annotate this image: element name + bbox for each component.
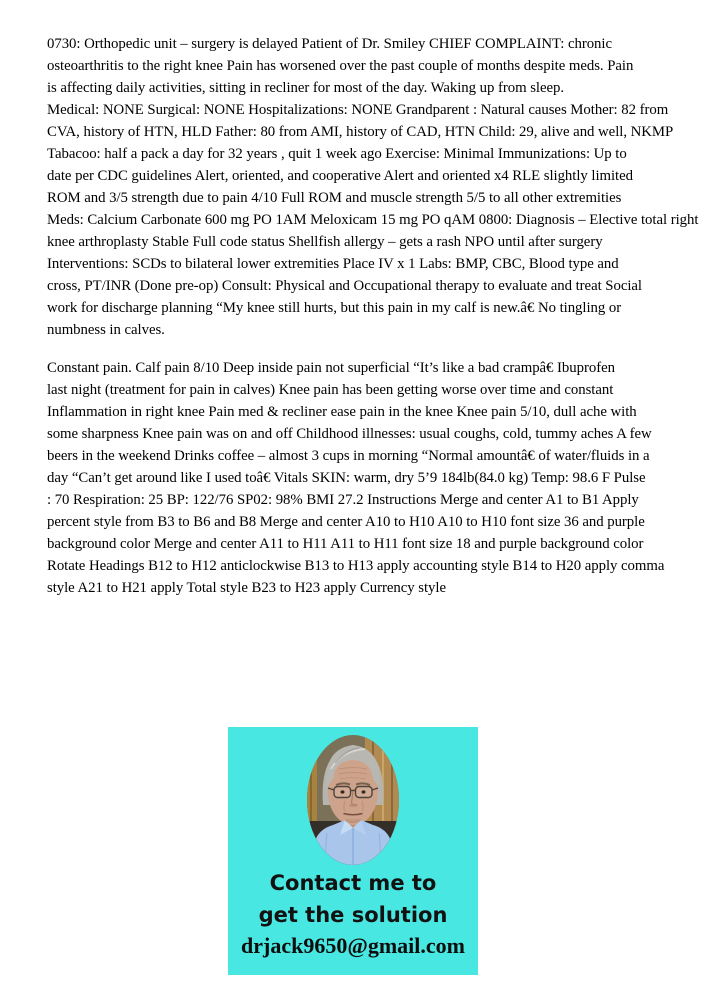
portrait-photo — [307, 735, 399, 865]
document-line: Constant pain. Calf pain 8/10 Deep inside pain not superficial “It’s like a bad crampâ€ Ibuprofen — [47, 360, 615, 376]
contact-heading-line2: get the solution — [258, 903, 448, 927]
contact-card — [228, 727, 478, 975]
document-line: some sharpness Knee pain was on and off Childhood illnesses: usual coughs, cold, tummy aches A few — [47, 426, 652, 442]
document-line: last night (treatment for pain in calves) Knee pain has been getting worse over time and constant — [47, 382, 614, 398]
document-line: style A21 to H21 apply Total style B23 to H23 apply Currency style — [47, 580, 446, 596]
document-paragraph — [47, 357, 672, 599]
document-line: Medical: NONE Surgical: NONE Hospitalizations: NONE Grandparent : Natural causes Mother: 82 from — [47, 102, 669, 118]
document-line: CVA, history of HTN, HLD Father: 80 from AMI, history of CAD, HTN Child: 29, alive and well, NKMP — [47, 124, 674, 140]
document-line: Inflammation in right knee Pain med & recliner ease pain in the knee Knee pain 5/10, dull ache with — [47, 404, 637, 420]
document-line: beers in the weekend Drinks coffee – almost 3 cups in morning “Normal amountâ€ of water/fluids in a — [47, 448, 650, 464]
document-line: Tabacoo: half a pack a day for 32 years , quit 1 week ago Exercise: Minimal Immunizations: Up to — [47, 146, 627, 162]
document-line: is affecting daily activities, sitting in recliner for most of the day. Waking up from sleep. — [47, 80, 564, 96]
document-line: cross, PT/INR (Done pre-op) Consult: Physical and Occupational therapy to evaluate and treat Social — [47, 278, 642, 294]
document-line: background color Merge and center A11 to H11 A11 to H11 font size 18 and purple background color — [47, 536, 644, 552]
document-line: Meds: Calcium Carbonate 600 mg PO 1AM Meloxicam 15 mg PO qAM 0800: Diagnosis – Elective total right — [47, 212, 699, 228]
document-line: osteoarthritis to the right knee Pain has worsened over the past couple of months despite meds. Pain — [47, 58, 634, 74]
document-line: : 70 Respiration: 25 BP: 122/76 SP02: 98% BMI 27.2 Instructions Merge and center A1 to B1 Apply — [47, 492, 639, 508]
document-line: knee arthroplasty Stable Full code status Shellfish allergy – gets a rash NPO until after surgery — [47, 234, 603, 250]
document-line: day “Can’t get around like I used toâ€ Vitals SKIN: warm, dry 5’9 184lb(84.0 kg) Temp: 98.6 F Pulse — [47, 470, 646, 486]
document-line: numbness in calves. — [47, 322, 165, 338]
document-line: ROM and 3/5 strength due to pain 4/10 Full ROM and muscle strength 5/5 to all other extremities — [47, 190, 622, 206]
document-line: 0730: Orthopedic unit – surgery is delayed Patient of Dr. Smiley CHIEF COMPLAINT: chronic — [47, 36, 612, 52]
contact-heading-line1: Contact me to — [269, 871, 437, 895]
document-line: work for discharge planning “My knee still hurts, but this pain in my calf is new.â€ No tingling or — [47, 300, 622, 316]
contact-email: drjack9650@gmail.com — [241, 933, 465, 958]
document-line: Rotate Headings B12 to H12 anticlockwise B13 to H13 apply accounting style B14 to H20 apply comma — [47, 558, 665, 574]
document-paragraph — [47, 33, 699, 341]
document-text — [47, 33, 699, 599]
contact-heading — [228, 867, 478, 931]
document-line: date per CDC guidelines Alert, oriented, and cooperative Alert and oriented x4 RLE slightly limited — [47, 168, 633, 184]
document-line: Interventions: SCDs to bilateral lower extremities Place IV x 1 Labs: BMP, CBC, Blood type and — [47, 256, 619, 272]
document-line: percent style from B3 to B6 and B8 Merge and center A10 to H10 A10 to H10 font size 36 and purple — [47, 514, 645, 530]
